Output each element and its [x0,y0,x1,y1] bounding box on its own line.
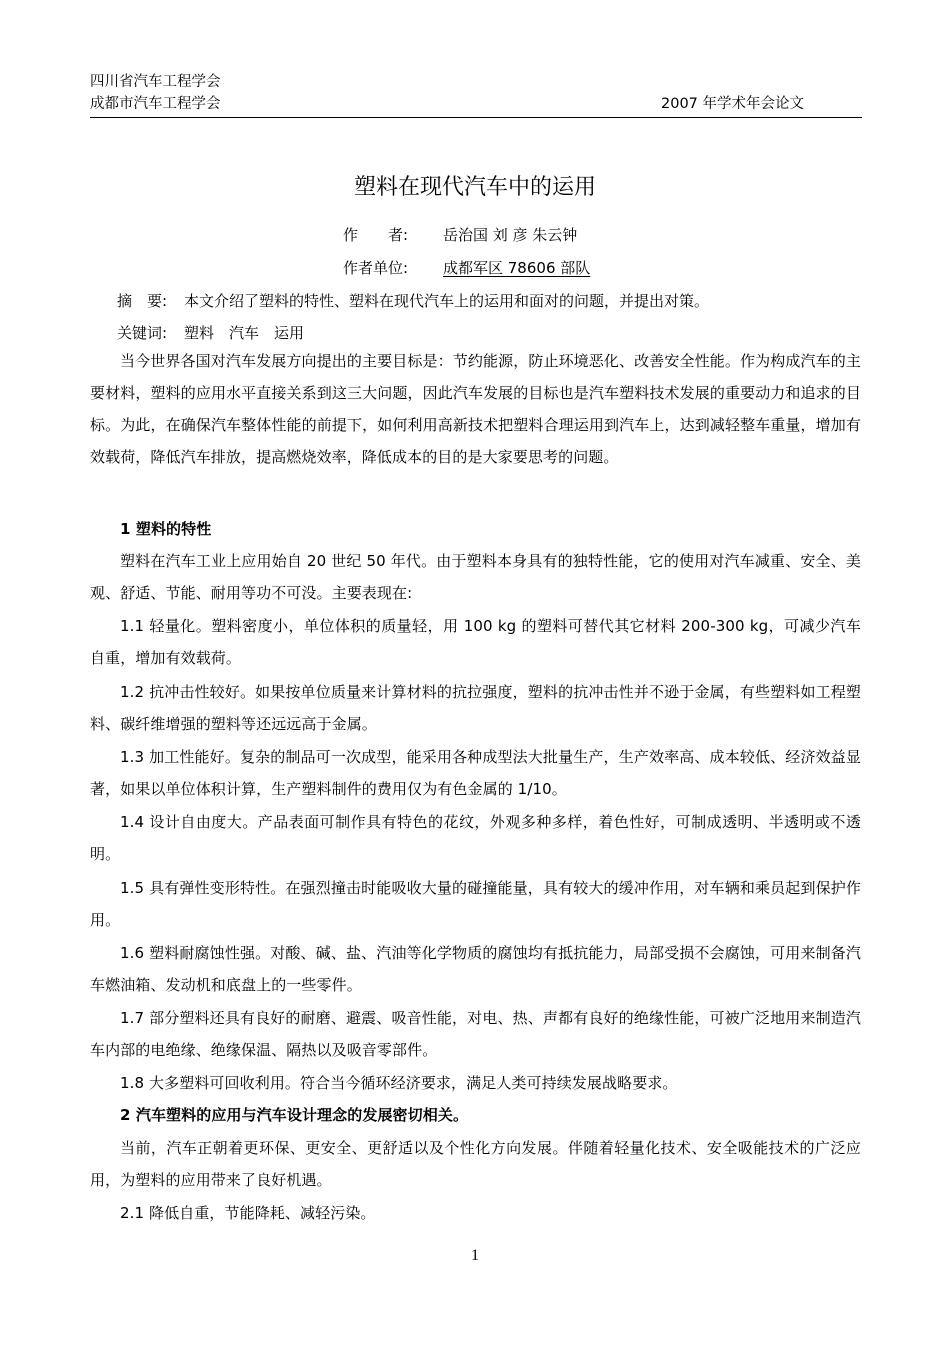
section-1-heading: 1 塑料的特性 [120,520,212,538]
item-1-8: 1.8 大多塑料可回收利用。符合当今循环经济要求，满足人类可持续发展战略要求。 [120,1074,678,1092]
authors-label: 作 者: [343,226,409,244]
item-1-7: 1.7 部分塑料还具有良好的耐磨、避震、吸音性能，对电、热、声都有良好的绝缘性能，可被广泛地用来制造汽车内部的电绝缘、绝缘保温、隔热以及吸音零部件。 [90,1009,861,1059]
affiliation-label: 作者单位: [343,259,409,277]
abstract-label: 摘 要: [117,292,168,310]
paper-title: 塑料在现代汽车中的运用 [353,175,596,200]
item-1-4: 1.4 设计自由度大。产品表面可制作具有特色的花纹，外观多种多样，着色性好，可制成透明、半透明或不透明。 [90,813,861,863]
intro-paragraph: 当今世界各国对汽车发展方向提出的主要目标是：节约能源，防止环境恶化、改善安全性能。作为构成汽车的主要材料，塑料的应用水平直接关系到这三大问题，因此汽车发展的目标也是汽车塑料技术发展的重要动力和追求的目标。为此，在确保汽车整体性能的前提下，如何利用高新技术把塑料合理运用到汽车上，达到减轻整车重量，增加有效载荷，降低汽车排放，提高燃烧效率，降低成本的目的是大家要思考的问题。 [90,352,861,466]
header-society-2: 成都市汽车工程学会 [90,96,221,112]
authors: 岳治国 刘 彦 朱云钟 [443,226,578,244]
header-conference: 2007 年学术年会论文 [661,96,805,112]
item-2-1: 2.1 降低自重，节能降耗、减轻污染。 [120,1204,376,1222]
item-1-5: 1.5 具有弹性变形特性。在强烈撞击时能吸收大量的碰撞能量，具有较大的缓冲作用，对车辆和乘员起到保护作用。 [90,879,861,929]
affiliation: 成都军区 78606 部队 [443,259,591,277]
section-2-heading: 2 汽车塑料的应用与汽车设计理念的发展密切相关。 [120,1106,469,1124]
keywords-text: 塑料 汽车 运用 [184,324,305,342]
keywords-label: 关键词: [117,324,168,342]
header-rule [90,117,862,118]
header-society-1: 四川省汽车工程学会 [90,74,221,90]
section-2-intro: 当前，汽车正朝着更环保、更安全、更舒适以及个性化方向发展。伴随着轻量化技术、安全吸能技术的广泛应用，为塑料的应用带来了良好机遇。 [90,1139,861,1189]
abstract-text: 本文介绍了塑料的特性、塑料在现代汽车上的运用和面对的问题，并提出对策。 [184,292,710,310]
page-number: 1 [471,1247,479,1264]
item-1-2: 1.2 抗冲击性较好。如果按单位质量来计算材料的抗拉强度，塑料的抗冲击性并不逊于金属，有些塑料如工程塑料、碳纤维增强的塑料等还远远高于金属。 [90,683,861,733]
section-1-intro: 塑料在汽车工业上应用始自 20 世纪 50 年代。由于塑料本身具有的独特性能，它的使用对汽车减重、安全、美观、舒适、节能、耐用等功不可没。主要表现在: [90,552,861,602]
item-1-3: 1.3 加工性能好。复杂的制品可一次成型，能采用各种成型法大批量生产，生产效率高、成本较低、经济效益显著，如果以单位体积计算，生产塑料制件的费用仅为有色金属的 1/10。 [90,748,861,798]
item-1-6: 1.6 塑料耐腐蚀性强。对酸、碱、盐、汽油等化学物质的腐蚀均有抵抗能力，局部受损不会腐蚀，可用来制备汽车燃油箱、发动机和底盘上的一些零件。 [90,944,861,994]
item-1-1: 1.1 轻量化。塑料密度小，单位体积的质量轻，用 100 kg 的塑料可替代其它材料 200-300 kg，可减少汽车自重，增加有效载荷。 [90,617,861,667]
